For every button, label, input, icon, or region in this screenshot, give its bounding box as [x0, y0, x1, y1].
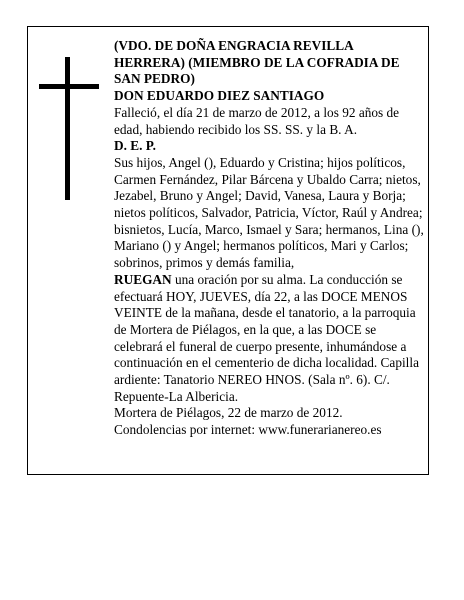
cross-horizontal-bar: [39, 84, 99, 89]
obituary-text: [114, 38, 424, 439]
dedication-heading: (VDO. DE DOÑA ENGRACIA REVILLA HERRERA) (MIEMBRO DE LA COFRADIA DE SAN PEDRO): [114, 38, 400, 87]
ruegan-paragraph: [114, 272, 424, 406]
deceased-name: DON EDUARDO DIEZ SANTIAGO: [114, 88, 325, 104]
family-list: Sus hijos, Angel (), Eduardo y Cristina; hijos políticos, Carmen Fernández, Pilar Bárcena y Ubaldo Carra; nietos, Jezabel, Bruno y Angel; David, Vanesa, Laura y Borja; nietos políticos, Salvador, Patricia, Víctor, Raúl y Andrea; bisnietos, Lucía, Marco, Ismael y Sara; hermanos, Lina (), Mariano () y Angel; hermanos políticos, Mari y Carlos; sobrinos, primos y demás familia,: [114, 154, 424, 271]
death-statement: Falleció, el día 21 de marzo de 2012, a los 92 años de edad, habiendo recibido los SS. SS. y la B. A.: [114, 104, 400, 137]
cross-icon: [39, 57, 99, 200]
cross-vertical-bar: [65, 57, 70, 200]
dep-label: D. E. P.: [114, 138, 156, 154]
ruegan-word: RUEGAN: [114, 271, 172, 287]
obituary-notice: [27, 26, 429, 475]
place-date: Mortera de Piélagos, 22 de marzo de 2012.: [114, 405, 343, 421]
ruegan-details: una oración por su alma. La conducción se efectuará HOY, JUEVES, día 22, a las DOCE MENOS VEINTE de la mañana, desde el tanatorio, a la parroquia de Mortera de Piélagos, en la que, a las DOCE se celebrará el funeral de cuerpo presente, inhumándose a continuación en el cementerio de dicha localidad. Capilla ardiente: Tanatorio NEREO HNOS. (Sala nº. 6). C/. Repuente-La Albericia.: [114, 271, 419, 404]
condolences-line: Condolencias por internet: www.funerarianereo.es: [114, 422, 382, 438]
